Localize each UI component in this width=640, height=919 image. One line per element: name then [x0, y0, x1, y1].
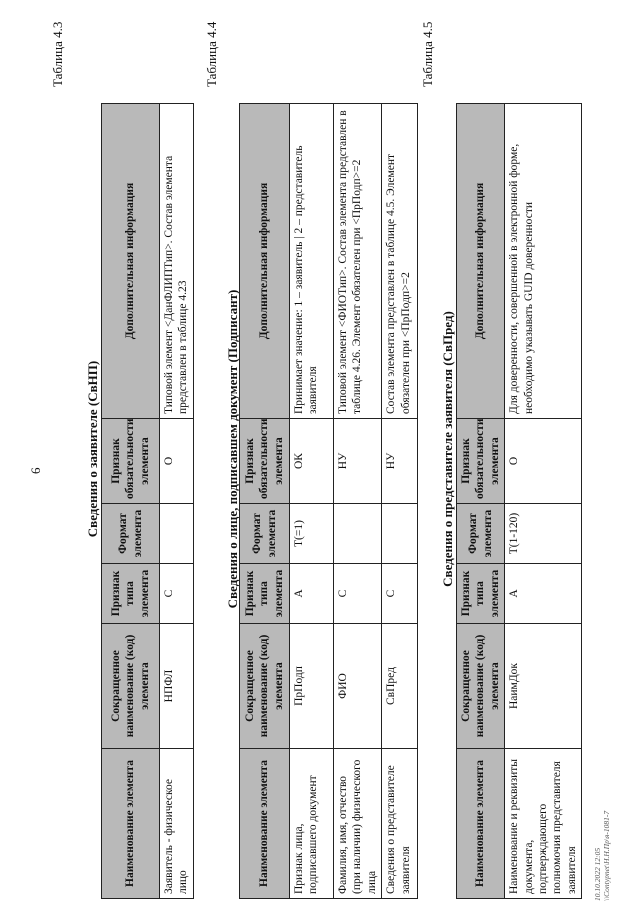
- table-cell: НУ: [334, 419, 382, 504]
- table-4-5-title: Сведения о представителе заявителя (СвПред): [440, 311, 455, 587]
- print-footnote: [593, 811, 611, 901]
- table-cell: Состав элемента представлен в таблице 4.5. Элемент обязателен при <ПрПодп>=2: [382, 104, 418, 419]
- table-cell: ФИО: [334, 624, 382, 749]
- header-cell: Формат элемента: [240, 504, 290, 564]
- table-cell: Сведения о представителе заявителя: [382, 749, 418, 899]
- table-cell: НПФЛ: [160, 624, 194, 749]
- table-row: [382, 104, 418, 899]
- footnote-timestamp: 10.10.2022 12:05: [593, 847, 602, 901]
- table-4-4: [239, 103, 418, 899]
- table-4-5: [456, 103, 582, 899]
- table-cell: СвПред: [382, 624, 418, 749]
- table-cell: А: [505, 564, 582, 624]
- header-cell: Формат элемента: [102, 504, 160, 564]
- table-cell: Принимает значение: 1 – заявитель | 2 – представитель заявителя: [290, 104, 334, 419]
- table-row: [160, 104, 194, 899]
- table-4-3-title: Сведения о заявителе (СвНП): [85, 360, 100, 538]
- table-cell: Типовой элемент <ФИОТип>. Состав элемента представлен в таблице 4.26. Элемент обязателен при <ПрПодп>=2: [334, 104, 382, 419]
- header-cell: Признак обязательности элемента: [102, 419, 160, 504]
- footnote-path: \\Contypnet\Н.Н.Пр\я-1081-7: [602, 810, 611, 901]
- table-cell: Типовой элемент <ДанФЛИПТип>. Состав элемента представлен в таблице 4.23: [160, 104, 194, 419]
- table-cell: О: [160, 419, 194, 504]
- table-4-5-label: Таблица 4.5: [420, 21, 435, 87]
- header-cell: Наименование элемента: [457, 749, 505, 899]
- table-header-row: [102, 104, 160, 899]
- table-cell: [160, 504, 194, 564]
- header-cell: Сокращенное наименование (код) элемента: [240, 624, 290, 749]
- table-cell: О: [505, 419, 582, 504]
- table-cell: Для доверенности, совершенной в электронной форме, необходимо указывать GUID доверенности: [505, 104, 582, 419]
- table-cell: ПрПодп: [290, 624, 334, 749]
- header-cell: Признак обязательности элемента: [457, 419, 505, 504]
- page-number: 6: [28, 467, 43, 474]
- table-row: [505, 104, 582, 899]
- table-cell: Фамилия, имя, отчество (при наличии) физического лица: [334, 749, 382, 899]
- table-header-row: [240, 104, 290, 899]
- table-row: [290, 104, 334, 899]
- table-cell: ОК: [290, 419, 334, 504]
- table-cell: С: [334, 564, 382, 624]
- header-cell: Признак типа элемента: [457, 564, 505, 624]
- header-cell: Признак обязательности элемента: [240, 419, 290, 504]
- table-cell: Признак лица, подписавшего документ: [290, 749, 334, 899]
- table-cell: [334, 504, 382, 564]
- table-4-4-title: Сведения о лице, подписавшем документ (Подписант): [225, 289, 240, 609]
- header-cell: Дополнительная информация: [102, 104, 160, 419]
- header-cell: Признак типа элемента: [102, 564, 160, 624]
- table-cell: С: [160, 564, 194, 624]
- table-cell: А: [290, 564, 334, 624]
- header-cell: Дополнительная информация: [457, 104, 505, 419]
- header-cell: Формат элемента: [457, 504, 505, 564]
- header-cell: Признак типа элемента: [240, 564, 290, 624]
- table-4-3-label: Таблица 4.3: [50, 21, 65, 87]
- table-cell: Наименование и реквизиты документа, подтверждающего полномочия представителя заявителя: [505, 749, 582, 899]
- header-cell: Наименование элемента: [102, 749, 160, 899]
- table-header-row: [457, 104, 505, 899]
- table-row: [334, 104, 382, 899]
- header-cell: Сокращенное наименование (код) элемента: [457, 624, 505, 749]
- header-cell: Дополнительная информация: [240, 104, 290, 419]
- header-cell: Сокращенное наименование (код) элемента: [102, 624, 160, 749]
- table-4-4-label: Таблица 4.4: [204, 21, 219, 87]
- table-4-3: [101, 103, 194, 899]
- table-cell: НУ: [382, 419, 418, 504]
- table-cell: Т(1-120): [505, 504, 582, 564]
- table-cell: Заявитель - физическое лицо: [160, 749, 194, 899]
- header-cell: Наименование элемента: [240, 749, 290, 899]
- table-cell: НаимДок: [505, 624, 582, 749]
- table-cell: Т(=1): [290, 504, 334, 564]
- table-cell: [382, 504, 418, 564]
- table-cell: С: [382, 564, 418, 624]
